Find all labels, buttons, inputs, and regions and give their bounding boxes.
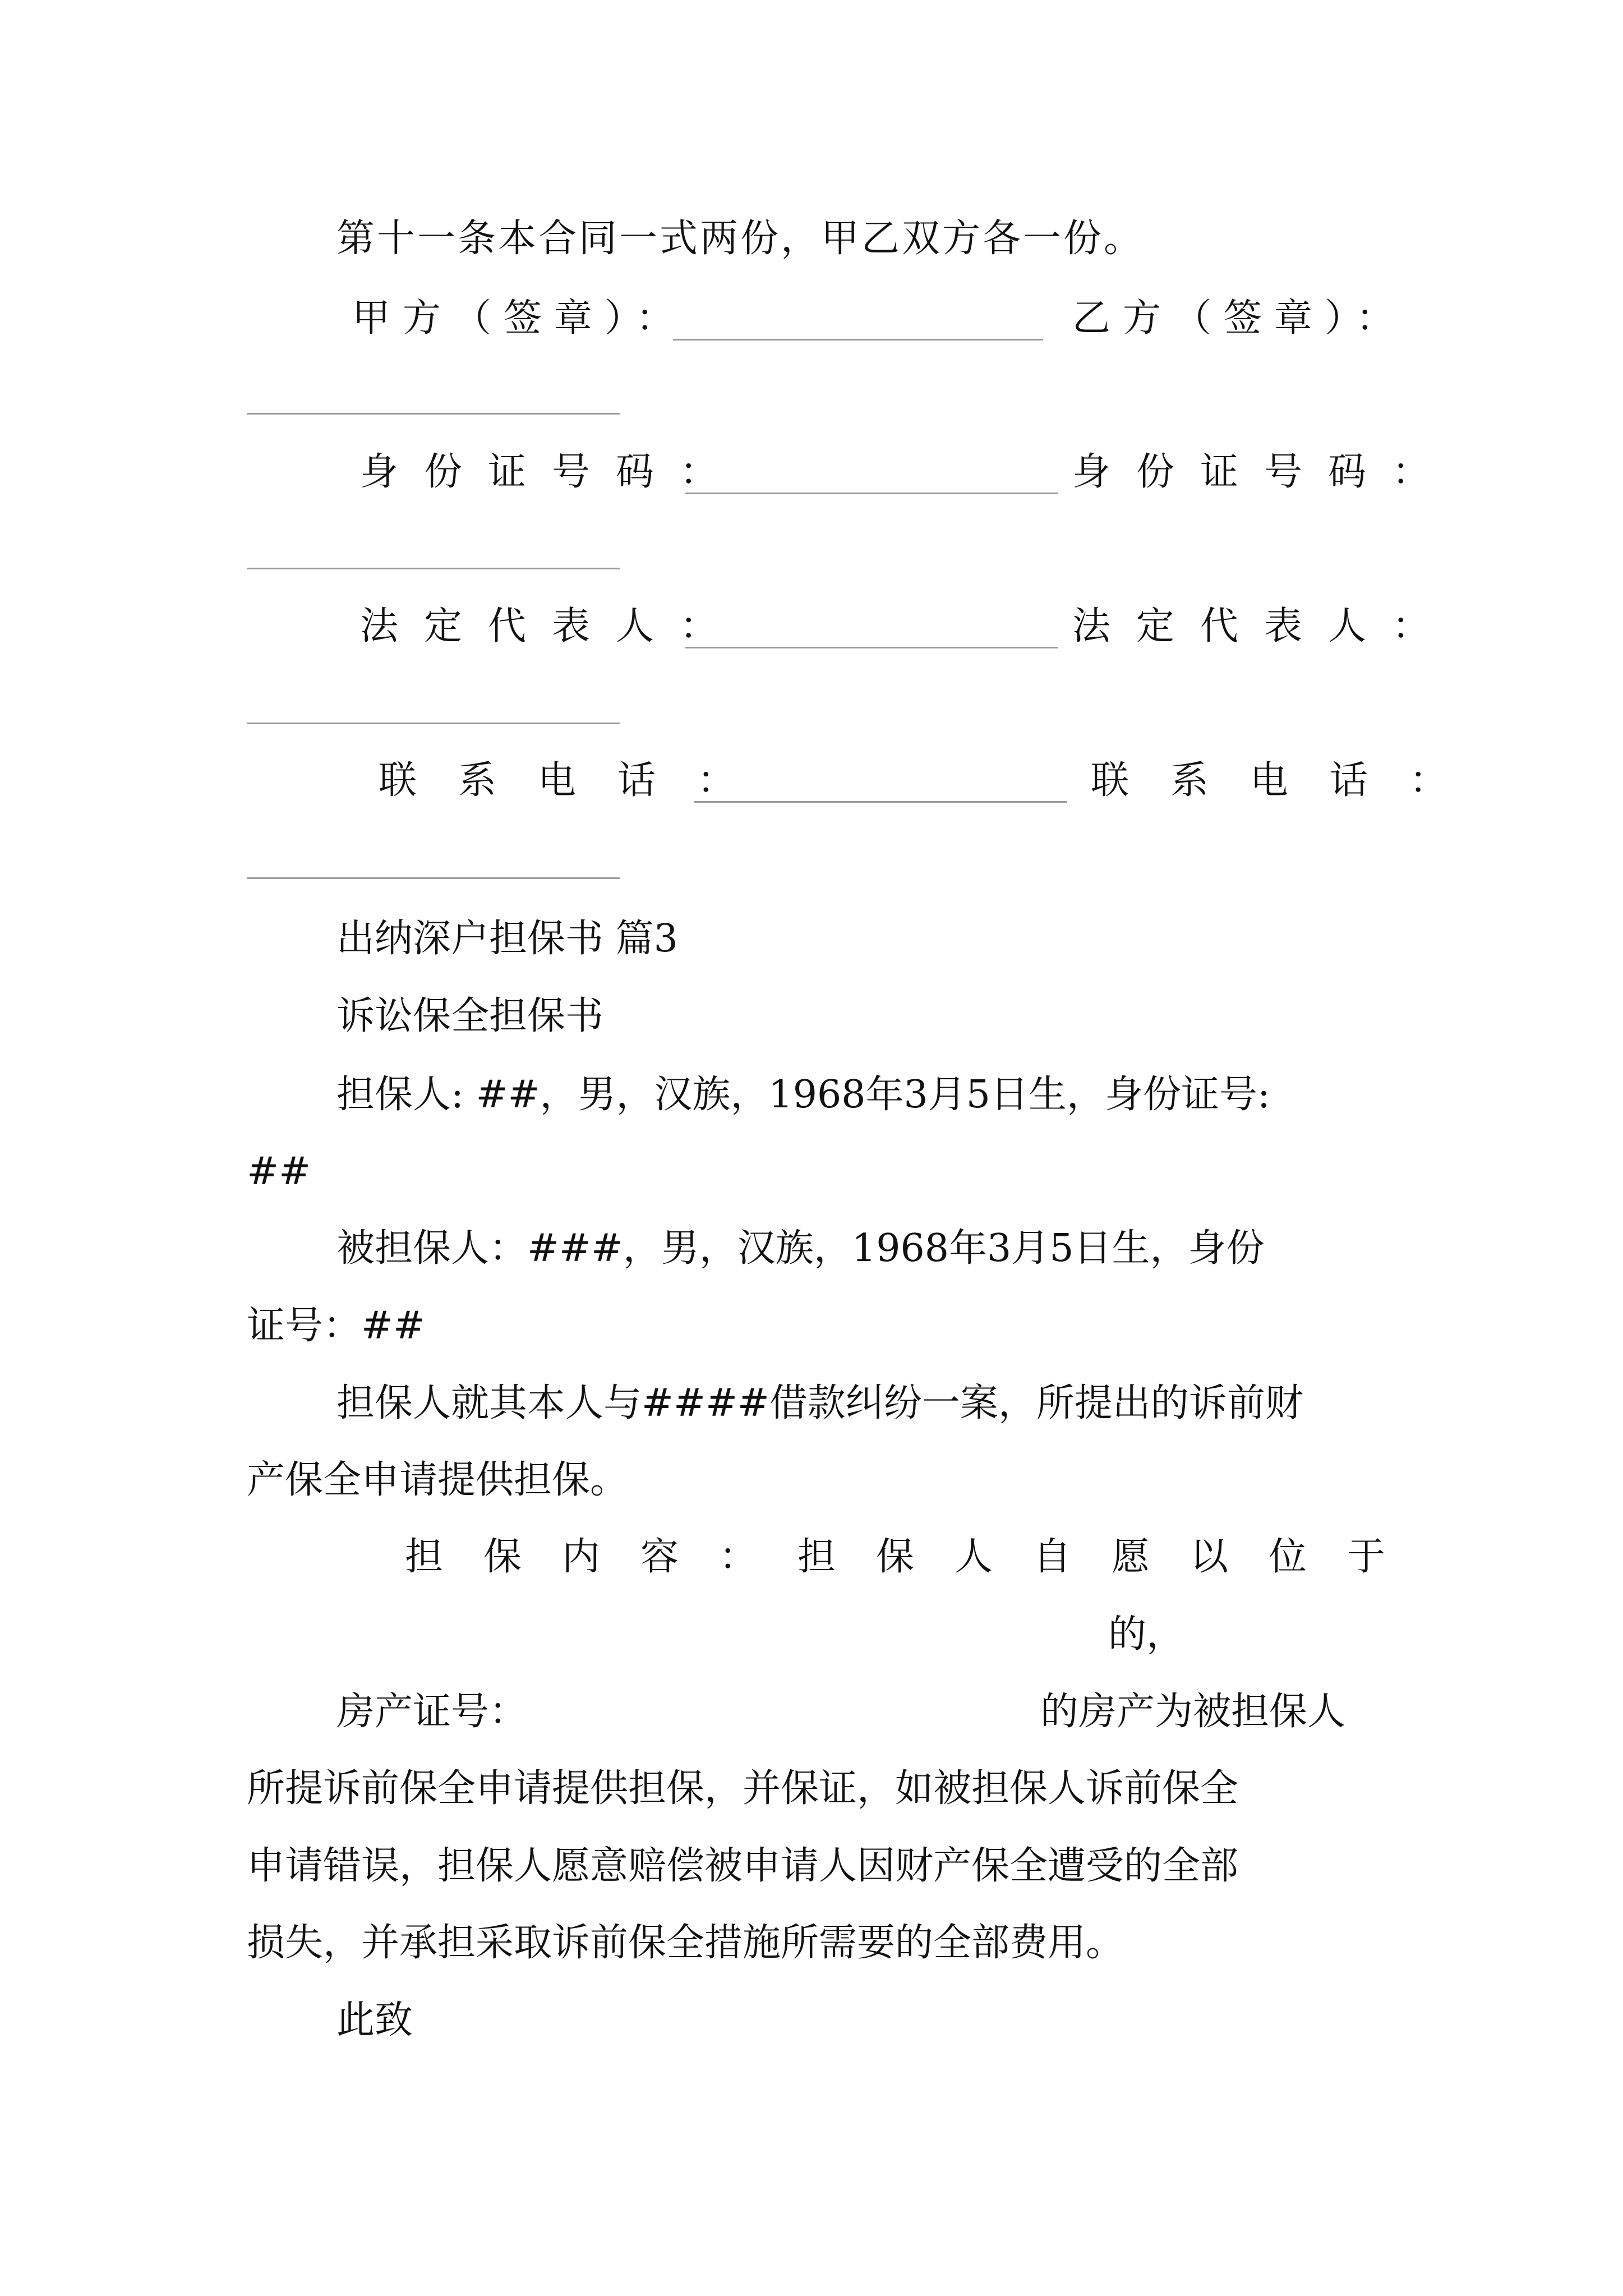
party-a-label: 甲方（签章）： <box>352 296 687 341</box>
rep-a-label: 法定代表人： <box>360 604 744 648</box>
signature-row-id <box>0 450 1623 498</box>
id-b-field[interactable] <box>247 568 620 569</box>
paragraph-1-line-2: 产保全申请提供担保。 <box>247 1458 629 1502</box>
guaranteed-line-1: 被担保人：###，男，汉族，1968年3月5日生，身份 <box>336 1226 1265 1271</box>
closing: 此致 <box>336 1998 413 2042</box>
guaranteed-line-2: 证号：## <box>247 1304 425 1348</box>
party-b-signature-field[interactable] <box>247 413 620 415</box>
guarantor-line-1: 担保人: ##，男，汉族，1968年3月5日生，身份证号: <box>336 1073 1270 1117</box>
paragraph-2-line-3: 损失，并承担采取诉前保全措施所需要的全部费用。 <box>247 1921 1124 1965</box>
phone-b-field[interactable] <box>247 877 620 879</box>
phone-a-label: 联系电话： <box>379 758 777 803</box>
signature-row-phone <box>0 758 1623 807</box>
property-tail: 的房产为被担保人 <box>1040 1690 1346 1734</box>
content-line-2: 的， <box>1108 1612 1185 1657</box>
phone-a-field[interactable] <box>694 801 1067 803</box>
paragraph-1-line-1: 担保人就其本人与####借款纠纷一案，所提出的诉前财 <box>336 1381 1303 1425</box>
phone-b-label: 联系电话： <box>1091 758 1490 803</box>
guarantor-line-2: ## <box>247 1149 311 1194</box>
party-b-label: 乙方（签章）： <box>1072 296 1407 341</box>
id-b-label: 身份证号码： <box>1072 450 1456 494</box>
content-line-1: 担保内容：担保人自愿以位于 <box>405 1535 1426 1579</box>
document-title: 诉讼保全担保书 <box>336 994 604 1038</box>
party-a-signature-field[interactable] <box>673 339 1043 341</box>
id-a-field[interactable] <box>685 493 1058 494</box>
property-label: 房产证号： <box>336 1690 528 1734</box>
section-title: 出纳深户担保书 篇3 <box>336 917 678 961</box>
rep-a-field[interactable] <box>685 647 1058 648</box>
rep-b-label: 法定代表人： <box>1072 604 1456 648</box>
clause-11: 第十一条本合同一式两份，甲乙双方各一份。 <box>336 217 1145 261</box>
rep-b-field[interactable] <box>247 723 620 724</box>
signature-row-rep <box>0 604 1623 652</box>
paragraph-2-line-1: 所提诉前保全申请提供担保，并保证，如被担保人诉前保全 <box>247 1766 1239 1811</box>
paragraph-2-line-2: 申请错误，担保人愿意赔偿被申请人因财产保全遭受的全部 <box>247 1844 1239 1888</box>
id-a-label: 身份证号码： <box>360 450 744 494</box>
signature-row-party <box>0 296 1623 344</box>
